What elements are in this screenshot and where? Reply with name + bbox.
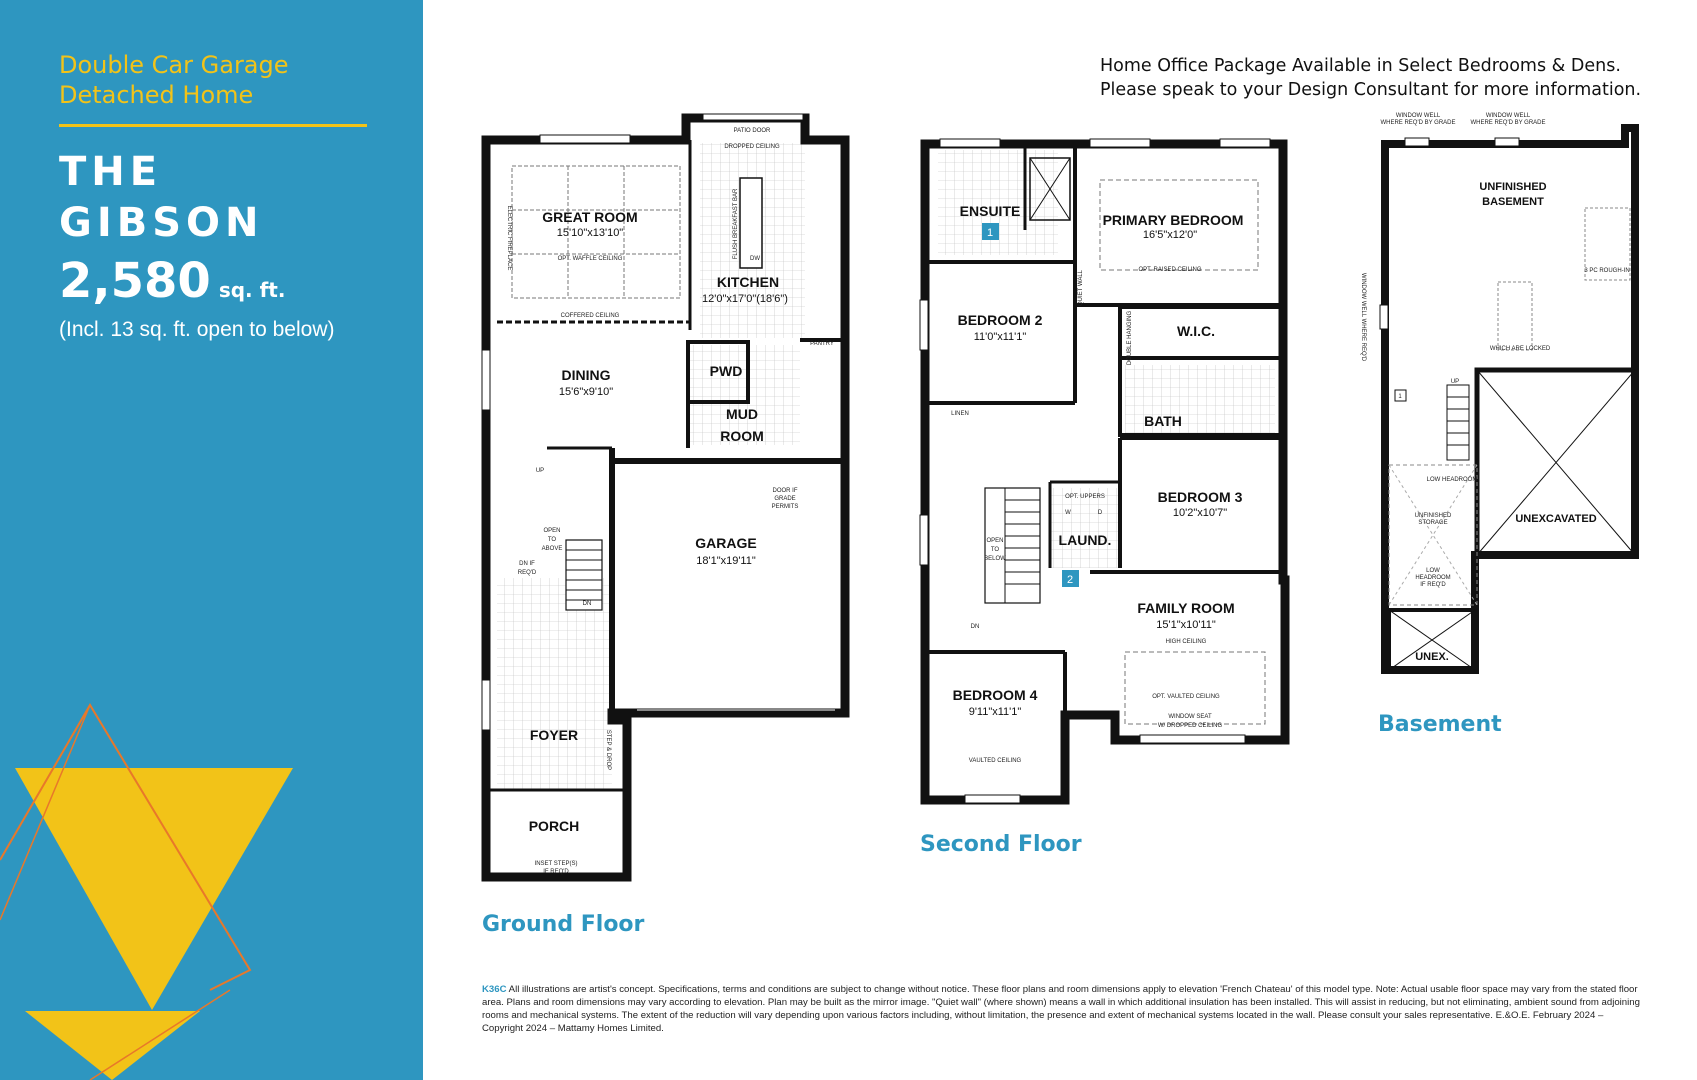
basement-exterior-wall (1385, 128, 1635, 670)
flush-bar-label: FLUSH BREAKFAST BAR (733, 188, 739, 260)
open-below-2: TO (990, 547, 1000, 553)
window (482, 350, 490, 410)
door-if-grade-1: DOOR IF (772, 488, 798, 494)
window-well (1380, 305, 1388, 329)
garage-dim: 18'1"x19'11" (696, 555, 756, 567)
basement-title: Basement (1378, 712, 1502, 737)
dryer-label: D (1097, 510, 1103, 516)
window-well-2a: WINDOW WELL (1485, 113, 1531, 119)
room-label: ROOM (720, 428, 764, 444)
rough-in-label: 3 PC ROUGH-IN (1584, 268, 1630, 274)
storage-2: STORAGE (1418, 520, 1448, 526)
open-below-1: OPEN (986, 538, 1004, 544)
up-label: UP (535, 468, 545, 474)
step-drop-label: STEP & DROP (605, 729, 611, 771)
bedroom-4-label: BEDROOM 4 (952, 687, 1038, 703)
waffle-ceiling-note: OPT. WAFFLE CEILING (557, 256, 623, 262)
coffered-ceiling-note: COFFERED CEILING (560, 313, 620, 319)
window (540, 135, 630, 143)
dropped-ceiling-note: DROPPED CEILING (724, 144, 780, 150)
low-headroom-if-2: HEADROOM (1415, 575, 1451, 581)
home-type-line-1: Double Car Garage (59, 51, 289, 79)
vaulted-note: VAULTED CEILING (968, 758, 1022, 764)
kitchen-dim: 12'0"x17'0"(18'6") (702, 293, 788, 305)
basement-stairs (1447, 385, 1469, 460)
quiet-wall-label: QUIET WALL (1078, 269, 1084, 307)
low-headroom-if-3: IF REQ'D (1420, 582, 1446, 588)
unfinished-1: UNFINISHED (1479, 181, 1547, 193)
door-if-grade-3: PERMITS (771, 504, 799, 510)
dn-if-reqd-1: DN IF (519, 561, 535, 567)
inset-steps-2: IF REQ'D (543, 869, 569, 875)
porch-label: PORCH (528, 818, 580, 834)
second-floor-plan (920, 139, 1285, 803)
window-well-2b: WHERE REQ'D BY GRADE (1470, 120, 1546, 126)
home-type-line-2: Detached Home (59, 81, 254, 109)
laundry-tile (1050, 488, 1120, 568)
disclaimer (482, 983, 1642, 1035)
dn-label: DN (970, 624, 980, 630)
family-room-label: FAMILY ROOM (1137, 600, 1235, 616)
dn-label: DN (582, 601, 592, 607)
low-headroom-if-1: LOW (1426, 568, 1440, 574)
garage-label: GARAGE (695, 535, 757, 551)
bedroom-2-label: BEDROOM 2 (957, 312, 1043, 328)
window-well (1405, 138, 1429, 146)
second-stairs (985, 488, 1040, 603)
sqft-note: (Incl. 13 sq. ft. open to below) (59, 318, 335, 341)
window (1220, 139, 1270, 147)
model-code: K36C (482, 984, 507, 995)
mud-label: MUD (726, 406, 758, 422)
linen-label: LINEN (951, 411, 969, 417)
primary-bedroom-label: PRIMARY BEDROOM (1102, 212, 1244, 228)
dw-label: DW (750, 256, 760, 262)
window-side-label: WINDOW WELL WHERE REQ'D (1360, 272, 1366, 362)
inset-steps-1: INSET STEP(S) (534, 861, 578, 867)
window-seat-1: WINDOW SEAT (1168, 714, 1212, 720)
notice-line-1: Home Office Package Available in Select Bedrooms & Dens. (1100, 56, 1621, 76)
fireplace-label: ELECTRIC FIREPLACE (506, 205, 512, 271)
window (482, 680, 490, 730)
window (965, 795, 1020, 803)
joist-note: WHICH ARE LOCKED (1489, 346, 1551, 352)
family-room-dim: 15'1"x10'11" (1156, 619, 1216, 631)
laundry-label: LAUND. (1058, 532, 1112, 548)
marker-1-label: 1 (986, 227, 994, 239)
bedroom-3-label: BEDROOM 3 (1157, 489, 1243, 505)
high-ceiling-note: HIGH CEILING (1165, 639, 1207, 645)
window-seat-2: W/ DROPPED CEILING (1157, 723, 1223, 729)
wic-label: W.I.C. (1176, 323, 1216, 339)
model-name-line-1: THE (59, 149, 163, 195)
bath-label: BATH (1144, 413, 1182, 429)
window (1090, 139, 1150, 147)
model-name-line-2: GIBSON (59, 200, 264, 246)
window (1140, 735, 1245, 743)
patio-door (703, 114, 803, 120)
dn-if-reqd-2: REQ'D (517, 570, 537, 576)
notice-line-2: Please speak to your Design Consultant for more information. (1100, 80, 1642, 100)
foyer-label: FOYER (529, 727, 579, 743)
window-well-1b: WHERE REQ'D BY GRADE (1380, 120, 1456, 126)
basement-marker: 1 (1398, 394, 1402, 400)
ground-stairs (566, 540, 602, 610)
unexcavated-label: UNEXCAVATED (1515, 513, 1597, 525)
disclaimer-text: All illustrations are artist's concept. Specifications, terms and conditions are subject to change without notice. These floor plans and room dimensions apply to elevation 'French Chateau' of this model type. Note: Actual usable floor space may vary from the stated floor area. Plans and room dimensions may vary according to elevation. Plan may be built as the mirror image. "Quiet wall" (where shown) means a wall in which additional insulation has been installed. This will assist in reducing, but not eliminating, ambient sound from adjoining rooms and mechanical systems. The extent of the reduction will vary depending upon various factors including, without limitation, the presence and extent of mechanical systems located in the wall. Please consult your sales representative. E.&O.E. February 2024 – Copyright 2024 – Mattamy Homes Limited. (482, 984, 1640, 1034)
pantry-label: PANTRY (810, 341, 834, 347)
opt-uppers-label: OPT. UPPERS (1065, 494, 1105, 500)
bedroom-2-dim: 11'0"x11'1" (973, 331, 1027, 343)
kitchen-label: KITCHEN (716, 274, 780, 290)
unex-label: UNEX. (1415, 651, 1449, 663)
double-hanging-label: DOUBLE HANGING (1127, 310, 1133, 366)
open-to-above-3: ABOVE (541, 546, 563, 552)
low-headroom: LOW HEADROOM (1426, 477, 1478, 483)
open-to-above-2: TO (547, 537, 557, 543)
patio-door-note: PATIO DOOR (733, 128, 771, 134)
sqft-unit: sq. ft. (218, 278, 286, 302)
bedroom-3-dim: 10'2"x10'7" (1172, 507, 1228, 519)
marker-2-label: 2 (1066, 574, 1074, 586)
beam-outline (1498, 282, 1532, 350)
second-floor-title: Second Floor (920, 832, 1082, 857)
sqft-value: 2,580 (59, 253, 211, 309)
dining-dim: 15'6"x9'10" (558, 386, 614, 398)
raised-ceiling-note: OPT. RAISED CEILING (1138, 267, 1202, 273)
washer-label: W (1065, 510, 1071, 516)
dining-label: DINING (561, 367, 611, 383)
great-room-label: GREAT ROOM (542, 209, 638, 225)
ground-floor-plan (482, 114, 845, 877)
pwd-label: PWD (709, 363, 743, 379)
open-below-3: BELOW (984, 556, 1006, 562)
window-well-1a: WINDOW WELL (1395, 113, 1441, 119)
open-to-above-1: OPEN (543, 528, 561, 534)
vaulted-opt-note: OPT. VAULTED CEILING (1152, 694, 1220, 700)
great-room-dim: 15'10"x13'10" (556, 227, 624, 239)
window-well (1495, 138, 1519, 146)
ensuite-label: ENSUITE (959, 203, 1021, 219)
ground-floor-title: Ground Floor (482, 912, 645, 937)
kitchen-island (740, 178, 762, 268)
door-if-grade-2: GRADE (774, 496, 796, 502)
window (920, 515, 928, 565)
window (940, 139, 1000, 147)
unfinished-2: BASEMENT (1482, 196, 1544, 208)
bedroom-4-dim: 9'11"x11'1" (968, 706, 1022, 718)
basement-up: UP (1450, 379, 1460, 385)
storage-1: UNFINISHED (1414, 513, 1452, 519)
window (920, 300, 928, 350)
basement-plan (1360, 113, 1635, 670)
primary-bedroom-dim: 16'5"x12'0" (1142, 229, 1198, 241)
